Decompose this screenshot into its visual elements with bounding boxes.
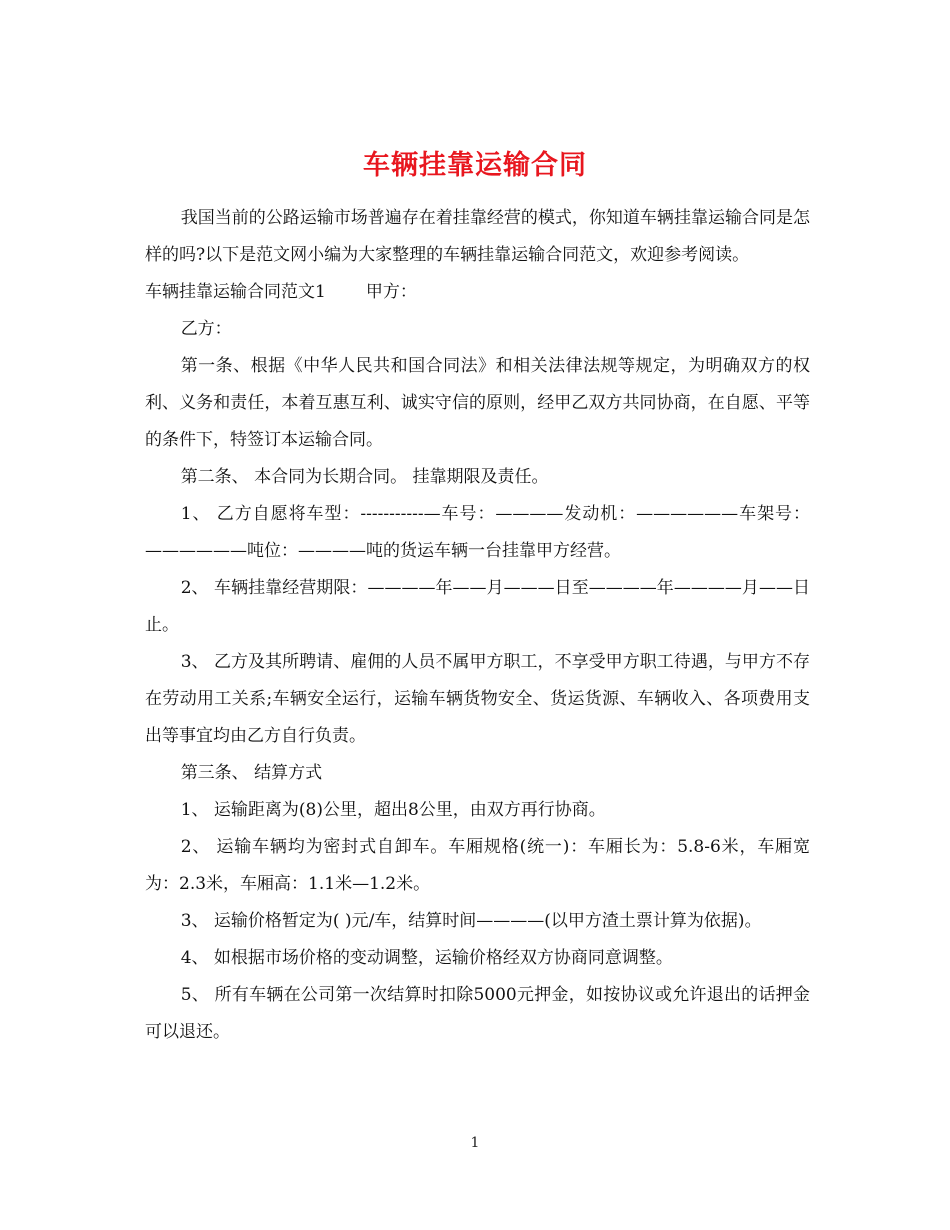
article-2-item-2: 2、 车辆挂靠经营期限：————年——月———日至————年————月——日止。 [145,578,810,635]
sample-heading-line [145,274,810,311]
article-3-item-3: 3、 运输价格暂定为( )元/车，结算时间————(以甲方渣土票计算为依据)。 [180,911,762,931]
article-3-heading: 第三条、 结算方式 [180,763,323,783]
document-title: 车辆挂靠运输合同 [363,150,587,182]
party-a-label: 甲方： [365,282,417,302]
party-b-label: 乙方： [180,319,232,339]
article-3-item-2: 2、 运输车辆均为密封式自卸车。车厢规格(统一)：车厢长为：5.8-6米，车厢宽为：2.3米，车厢高：1.1米—1.2米。 [145,837,810,894]
article-3-item-1: 1、 运输距离为(8)公里，超出8公里，由双方再行协商。 [180,800,606,820]
article-1-paragraph: 第一条、根据《中华人民共和国合同法》和相关法律法规等规定，为明确双方的权利、义务和责任，本着互惠互利、诚实守信的原则，经甲乙双方共同协商，在自愿、平等的条件下，特签订本运输合同。 [145,356,810,450]
article-3-item-5: 5、 所有车辆在公司第一次结算时扣除5000元押金，如按协议或允许退出的话押金可以退还。 [145,985,810,1042]
page-number: 1 [470,1135,480,1151]
article-2-item-1: 1、 乙方自愿将车型：-----------—车号：————发动机：——————车架号：——————吨位：————吨的货运车辆一台挂靠甲方经营。 [145,504,810,561]
document-body [145,200,810,1051]
article-2-item-3: 3、 乙方及其所聘请、雇佣的人员不属甲方职工，不享受甲方职工待遇，与甲方不存在劳动用工关系;车辆安全运行，运输车辆货物安全、货运货源、车辆收入、各项费用支出等事宜均由乙方自行负责。 [145,652,810,746]
sample-heading: 车辆挂靠运输合同范文1 [145,282,326,302]
article-2-heading: 第二条、 本合同为长期合同。 挂靠期限及责任。 [180,467,549,487]
article-3-item-4: 4、 如根据市场价格的变动调整，运输价格经双方协商同意调整。 [180,948,673,968]
intro-paragraph: 我国当前的公路运输市场普遍存在着挂靠经营的模式，你知道车辆挂靠运输合同是怎样的吗?以下是范文网小编为大家整理的车辆挂靠运输合同范文，欢迎参考阅读。 [145,208,810,265]
